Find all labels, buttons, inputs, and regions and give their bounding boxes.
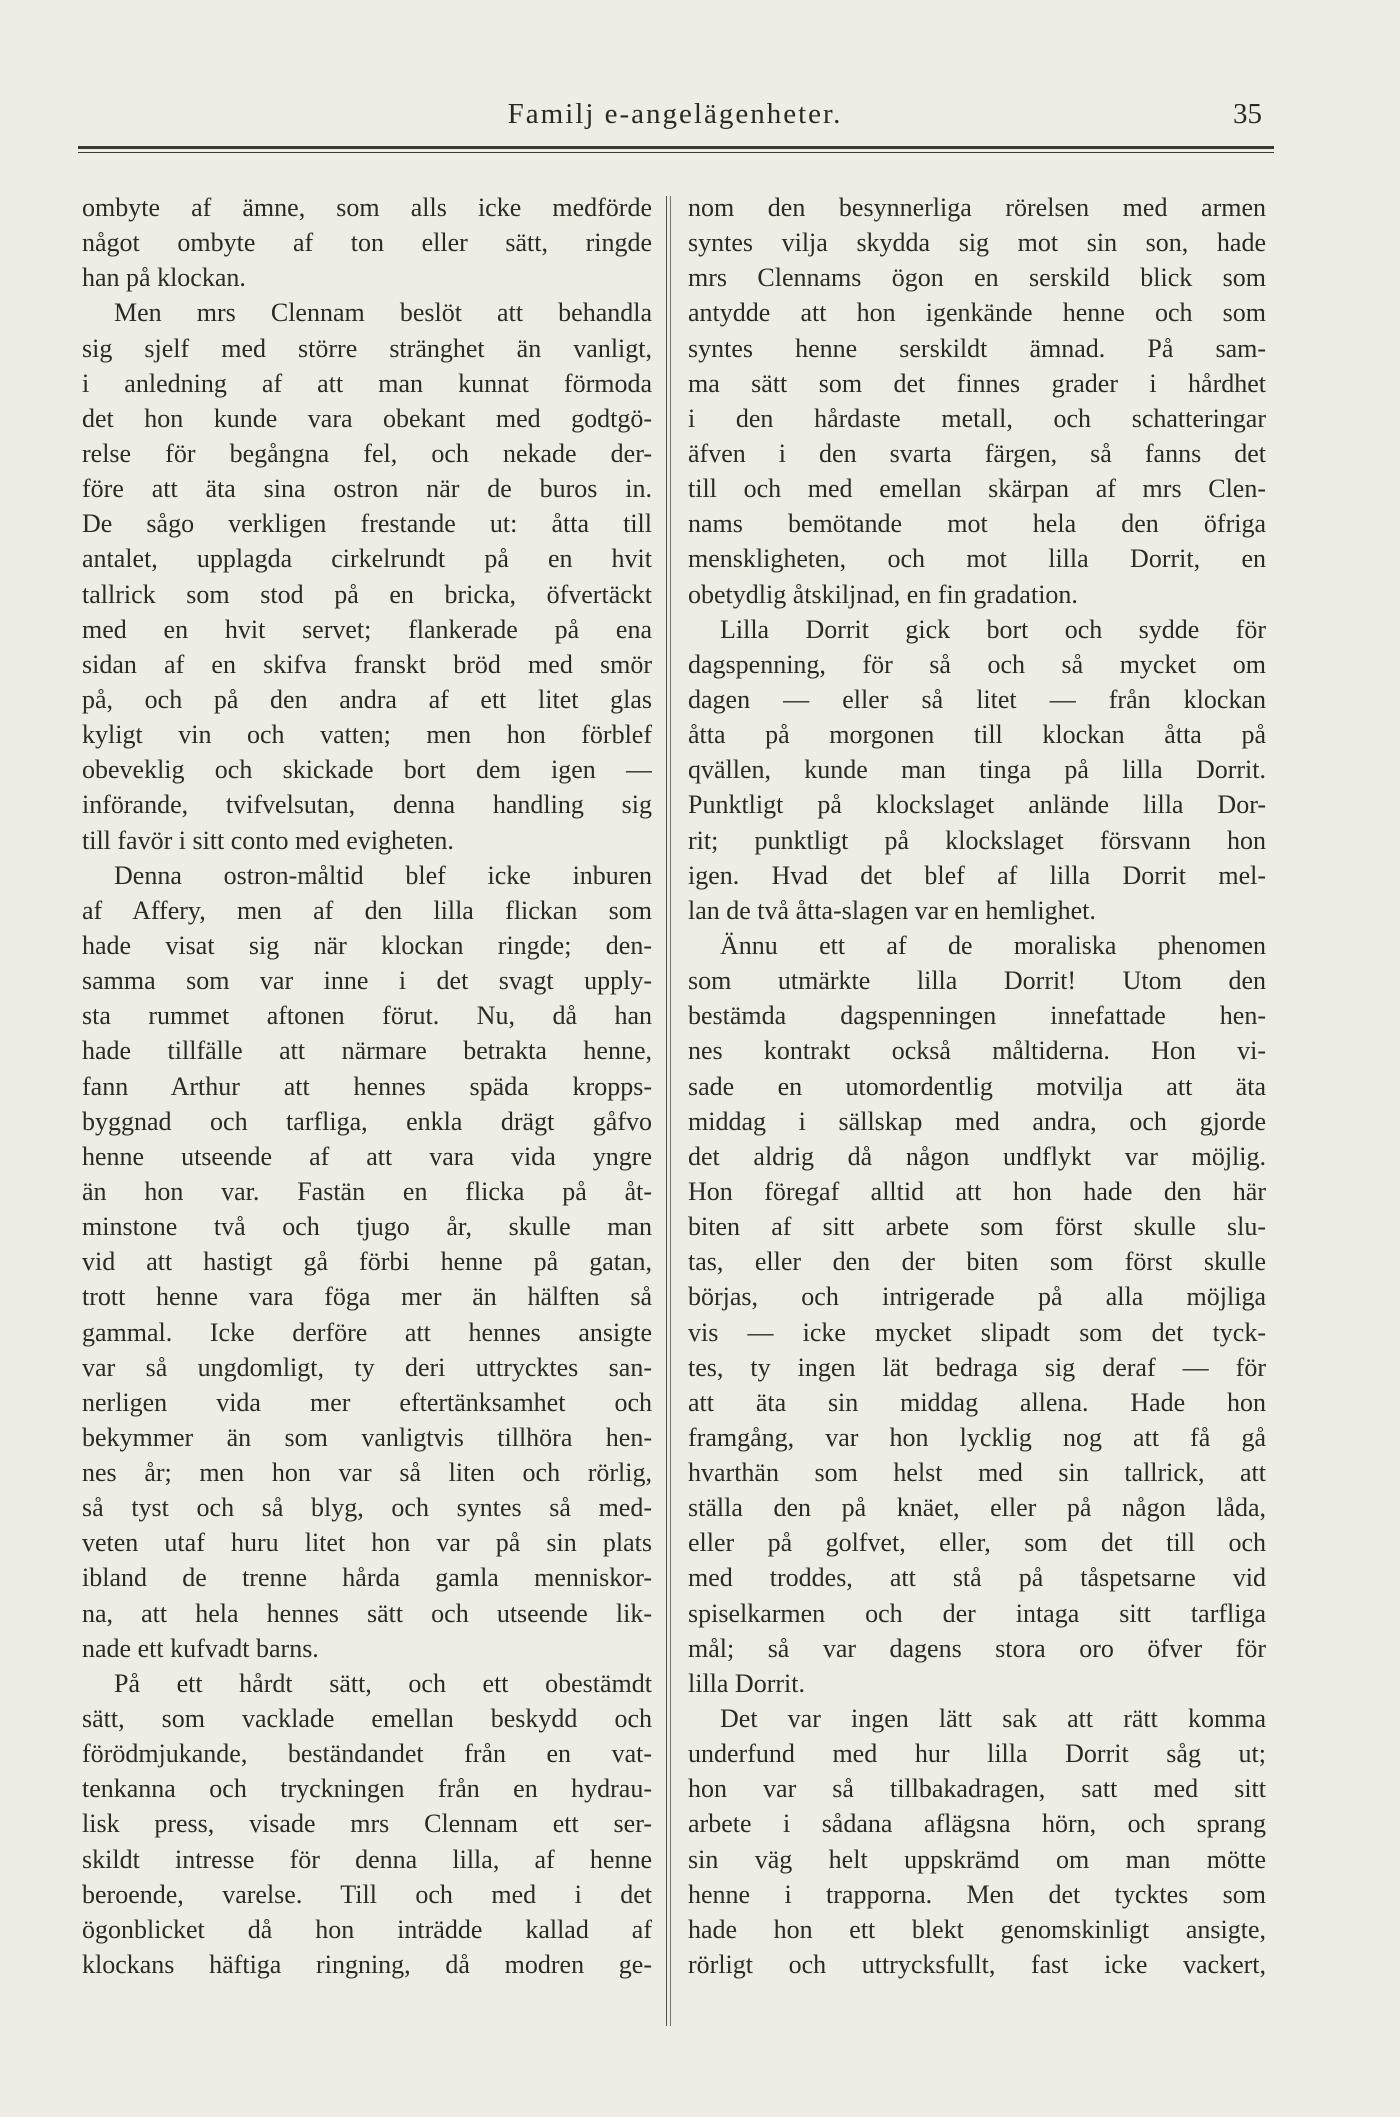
text-line: börjas, och intrigerade på alla möjliga [688, 1282, 1266, 1312]
text-line: De sågo verkligen frestande ut: åtta till [82, 509, 652, 539]
text-line: att äta sin middag allena. Hade hon [688, 1387, 1266, 1417]
text-line: biten af sitt arbete som först skulle slu- [688, 1212, 1266, 1242]
header-rule-thin [78, 152, 1274, 153]
text-line: hade hon ett blekt genomskinligt ansigte, [688, 1914, 1266, 1944]
text-line: ma sätt som det finnes grader i hårdhet [688, 368, 1266, 398]
text-line: åtta på morgonen till klockan åtta på [688, 720, 1266, 750]
text-line: till och med emellan skärpan af mrs Clen- [688, 474, 1266, 504]
text-line: Hon föregaf alltid att hon hade den här [688, 1176, 1266, 1206]
text-line: antydde att hon igenkände henne och som [688, 298, 1266, 328]
text-line: bestämda dagspenningen innefattade hen- [688, 1001, 1266, 1031]
text-line: hade tillfälle att närmare betrakta henne, [82, 1036, 652, 1066]
text-line: hade visat sig när klockan ringde; den- [82, 930, 652, 960]
text-line: nes kontrakt också måltiderna. Hon vi- [688, 1036, 1266, 1066]
text-line: dagspenning, för så och så mycket om [688, 649, 1266, 679]
text-line: fann Arthur att hennes späda kropps- [82, 1071, 652, 1101]
text-line: menskligheten, och mot lilla Dorrit, en [688, 544, 1266, 574]
text-line: samma som var inne i det svagt upply- [82, 966, 652, 996]
text-line: nes år; men hon var så liten och rörlig, [82, 1458, 652, 1488]
text-line: sin väg helt uppskrämd om man mötte [688, 1844, 1266, 1874]
text-line: som utmärkte lilla Dorrit! Utom den [688, 966, 1266, 996]
text-line: nams bemötande mot hela den öfriga [688, 509, 1266, 539]
text-line: ögonblicket då hon inträdde kallad af [82, 1914, 652, 1944]
text-line: vid att hastigt gå förbi henne på gatan, [82, 1247, 652, 1277]
text-line: till favör i sitt conto med evigheten. [82, 825, 454, 855]
right-text-column [688, 190, 1266, 1982]
text-line: sidan af en skifva franskt bröd med smör [82, 649, 652, 679]
text-line: så tyst och så blyg, och syntes så med- [82, 1493, 652, 1523]
text-line: syntes henne serskildt ämnad. På sam- [688, 333, 1266, 363]
text-line: tenkanna och tryckningen från en hydrau- [82, 1774, 652, 1804]
text-line: nom den besynnerliga rörelsen med armen [688, 193, 1266, 222]
text-line: beroende, varelse. Till och med i det [82, 1879, 652, 1909]
text-line: af Affery, men af den lilla flickan som [82, 895, 652, 925]
text-line: relse för begångna fel, och nekade der- [82, 438, 652, 468]
text-line: något ombyte af ton eller sätt, ringde [82, 228, 652, 258]
text-line: lilla Dorrit. [688, 1668, 805, 1698]
text-line: lan de två åtta-slagen var en hemlighet. [688, 895, 1096, 925]
text-line: Det var ingen lätt sak att rätt komma [720, 1704, 1266, 1734]
text-line: han på klockan. [82, 263, 246, 293]
text-line: Ännu ett af de moraliska phenomen [720, 930, 1266, 960]
text-line: klockans häftiga ringning, då modren ge- [82, 1950, 652, 1980]
text-line: det hon kunde vara obekant med godtgö- [82, 403, 652, 433]
text-line: lisk press, visade mrs Clennam ett ser- [82, 1809, 652, 1839]
text-line: gammal. Icke derföre att hennes ansigte [82, 1317, 652, 1347]
text-line: Men mrs Clennam beslöt att behandla [114, 298, 652, 328]
text-line: hon var så tillbakadragen, satt med sitt [688, 1774, 1266, 1804]
text-line: framgång, var hon lycklig nog att få gå [688, 1422, 1266, 1452]
text-line: nerligen vida mer eftertänksamhet och [82, 1387, 652, 1417]
text-line: Denna ostron-måltid blef icke inburen [114, 860, 652, 890]
text-line: syntes vilja skydda sig mot sin son, hade [688, 228, 1266, 258]
text-line: införande, tvifvelsutan, denna handling sig [82, 790, 652, 820]
text-line: mål; så var dagens stora oro öfver för [688, 1633, 1266, 1663]
text-line: henne i trapporna. Men det tycktes som [688, 1879, 1266, 1909]
text-line: bekymmer än som vanligtvis tillhöra hen- [82, 1422, 652, 1452]
text-line: äfven i den svarta färgen, så fanns det [688, 438, 1266, 468]
text-line: På ett hårdt sätt, och ett obestämdt [114, 1668, 652, 1698]
text-line: underfund med hur lilla Dorrit såg ut; [688, 1739, 1266, 1769]
text-line: ombyte af ämne, som alls icke medförde [82, 193, 652, 222]
text-line: Punktligt på klockslaget anlände lilla Dor- [688, 790, 1266, 820]
text-line: sade en utomordentlig motvilja att äta [688, 1071, 1266, 1101]
text-line: rit; punktligt på klockslaget försvann hon [688, 825, 1266, 855]
text-line: kyligt vin och vatten; men hon förblef [82, 720, 652, 750]
text-line: med en hvit servet; flankerade på ena [82, 614, 652, 644]
text-line: dagen — eller så litet — från klockan [688, 684, 1266, 714]
text-line: på, och på den andra af ett litet glas [82, 684, 652, 714]
text-line: middag i sällskap med andra, och gjorde [688, 1106, 1266, 1136]
header-rule [78, 146, 1274, 149]
text-line: veten utaf huru litet hon var på sin plats [82, 1528, 652, 1558]
text-line: i anledning af att man kunnat förmoda [82, 368, 652, 398]
text-line: tas, eller den der biten som först skulle [688, 1247, 1266, 1277]
text-line: henne utseende af att vara vida yngre [82, 1141, 652, 1171]
text-line: förödmjukande, beständandet från en vat- [82, 1739, 652, 1769]
text-line: sätt, som vacklade emellan beskydd och [82, 1704, 652, 1734]
text-line: mrs Clennams ögon en serskild blick som [688, 263, 1266, 293]
text-line: var så ungdomligt, ty deri uttrycktes san- [82, 1352, 652, 1382]
text-line: ibland de trenne hårda gamla menniskor- [82, 1563, 652, 1593]
text-line: byggnad och tarfliga, enkla drägt gåfvo [82, 1106, 652, 1136]
text-line: vis — icke mycket slipadt som det tyck- [688, 1317, 1266, 1347]
column-divider-second [670, 196, 671, 2026]
text-line: hvarthän som helst med sin tallrick, att [688, 1458, 1266, 1488]
text-line: ställa den på knäet, eller på någon låda, [688, 1493, 1266, 1523]
text-line: obeveklig och skickade bort dem igen — [82, 755, 652, 785]
text-line: trott henne vara föga mer än hälften så [82, 1282, 652, 1312]
text-line: na, att hela hennes sätt och utseende lik- [82, 1598, 652, 1628]
text-line: med troddes, att stå på tåspetsarne vid [688, 1563, 1266, 1593]
text-line: igen. Hvad det blef af lilla Dorrit mel- [688, 860, 1266, 890]
text-line: rörligt och uttrycksfullt, fast icke vackert, [688, 1950, 1266, 1980]
text-line: antalet, upplagda cirkelrundt på en hvit [82, 544, 652, 574]
text-line: nade ett kufvadt barns. [82, 1633, 319, 1663]
running-title: Familj e-angelägenheter. [507, 98, 843, 130]
text-line: eller på golfvet, eller, som det till och [688, 1528, 1266, 1558]
text-line: minstone två och tjugo år, skulle man [82, 1212, 652, 1242]
text-line: qvällen, kunde man tinga på lilla Dorrit. [688, 755, 1266, 785]
text-line: spiselkarmen och der intaga sitt tarfliga [688, 1598, 1266, 1628]
text-line: i den hårdaste metall, och schatteringar [688, 403, 1266, 433]
text-line: obetydlig åtskiljnad, en fin gradation. [688, 579, 1078, 609]
text-line: än hon var. Fastän en flicka på åt- [82, 1176, 652, 1206]
left-text-column [82, 190, 652, 1982]
running-head [80, 98, 1270, 138]
text-line: tallrick som stod på en bricka, öfvertäckt [82, 579, 652, 609]
text-line: arbete i sådana aflägsna hörn, och sprang [688, 1809, 1266, 1839]
text-line: före att äta sina ostron när de buros in. [82, 474, 652, 504]
text-line: Lilla Dorrit gick bort och sydde för [720, 614, 1266, 644]
text-line: sta rummet aftonen förut. Nu, då han [82, 1001, 652, 1031]
column-divider [666, 196, 667, 2026]
text-line: sig sjelf med större stränghet än vanligt, [82, 333, 652, 363]
text-line: det aldrig då någon undflykt var möjlig. [688, 1141, 1266, 1171]
text-line: skildt intresse för denna lilla, af henne [82, 1844, 652, 1874]
text-line: tes, ty ingen lät bedraga sig deraf — för [688, 1352, 1266, 1382]
page-number: 35 [1233, 98, 1262, 130]
